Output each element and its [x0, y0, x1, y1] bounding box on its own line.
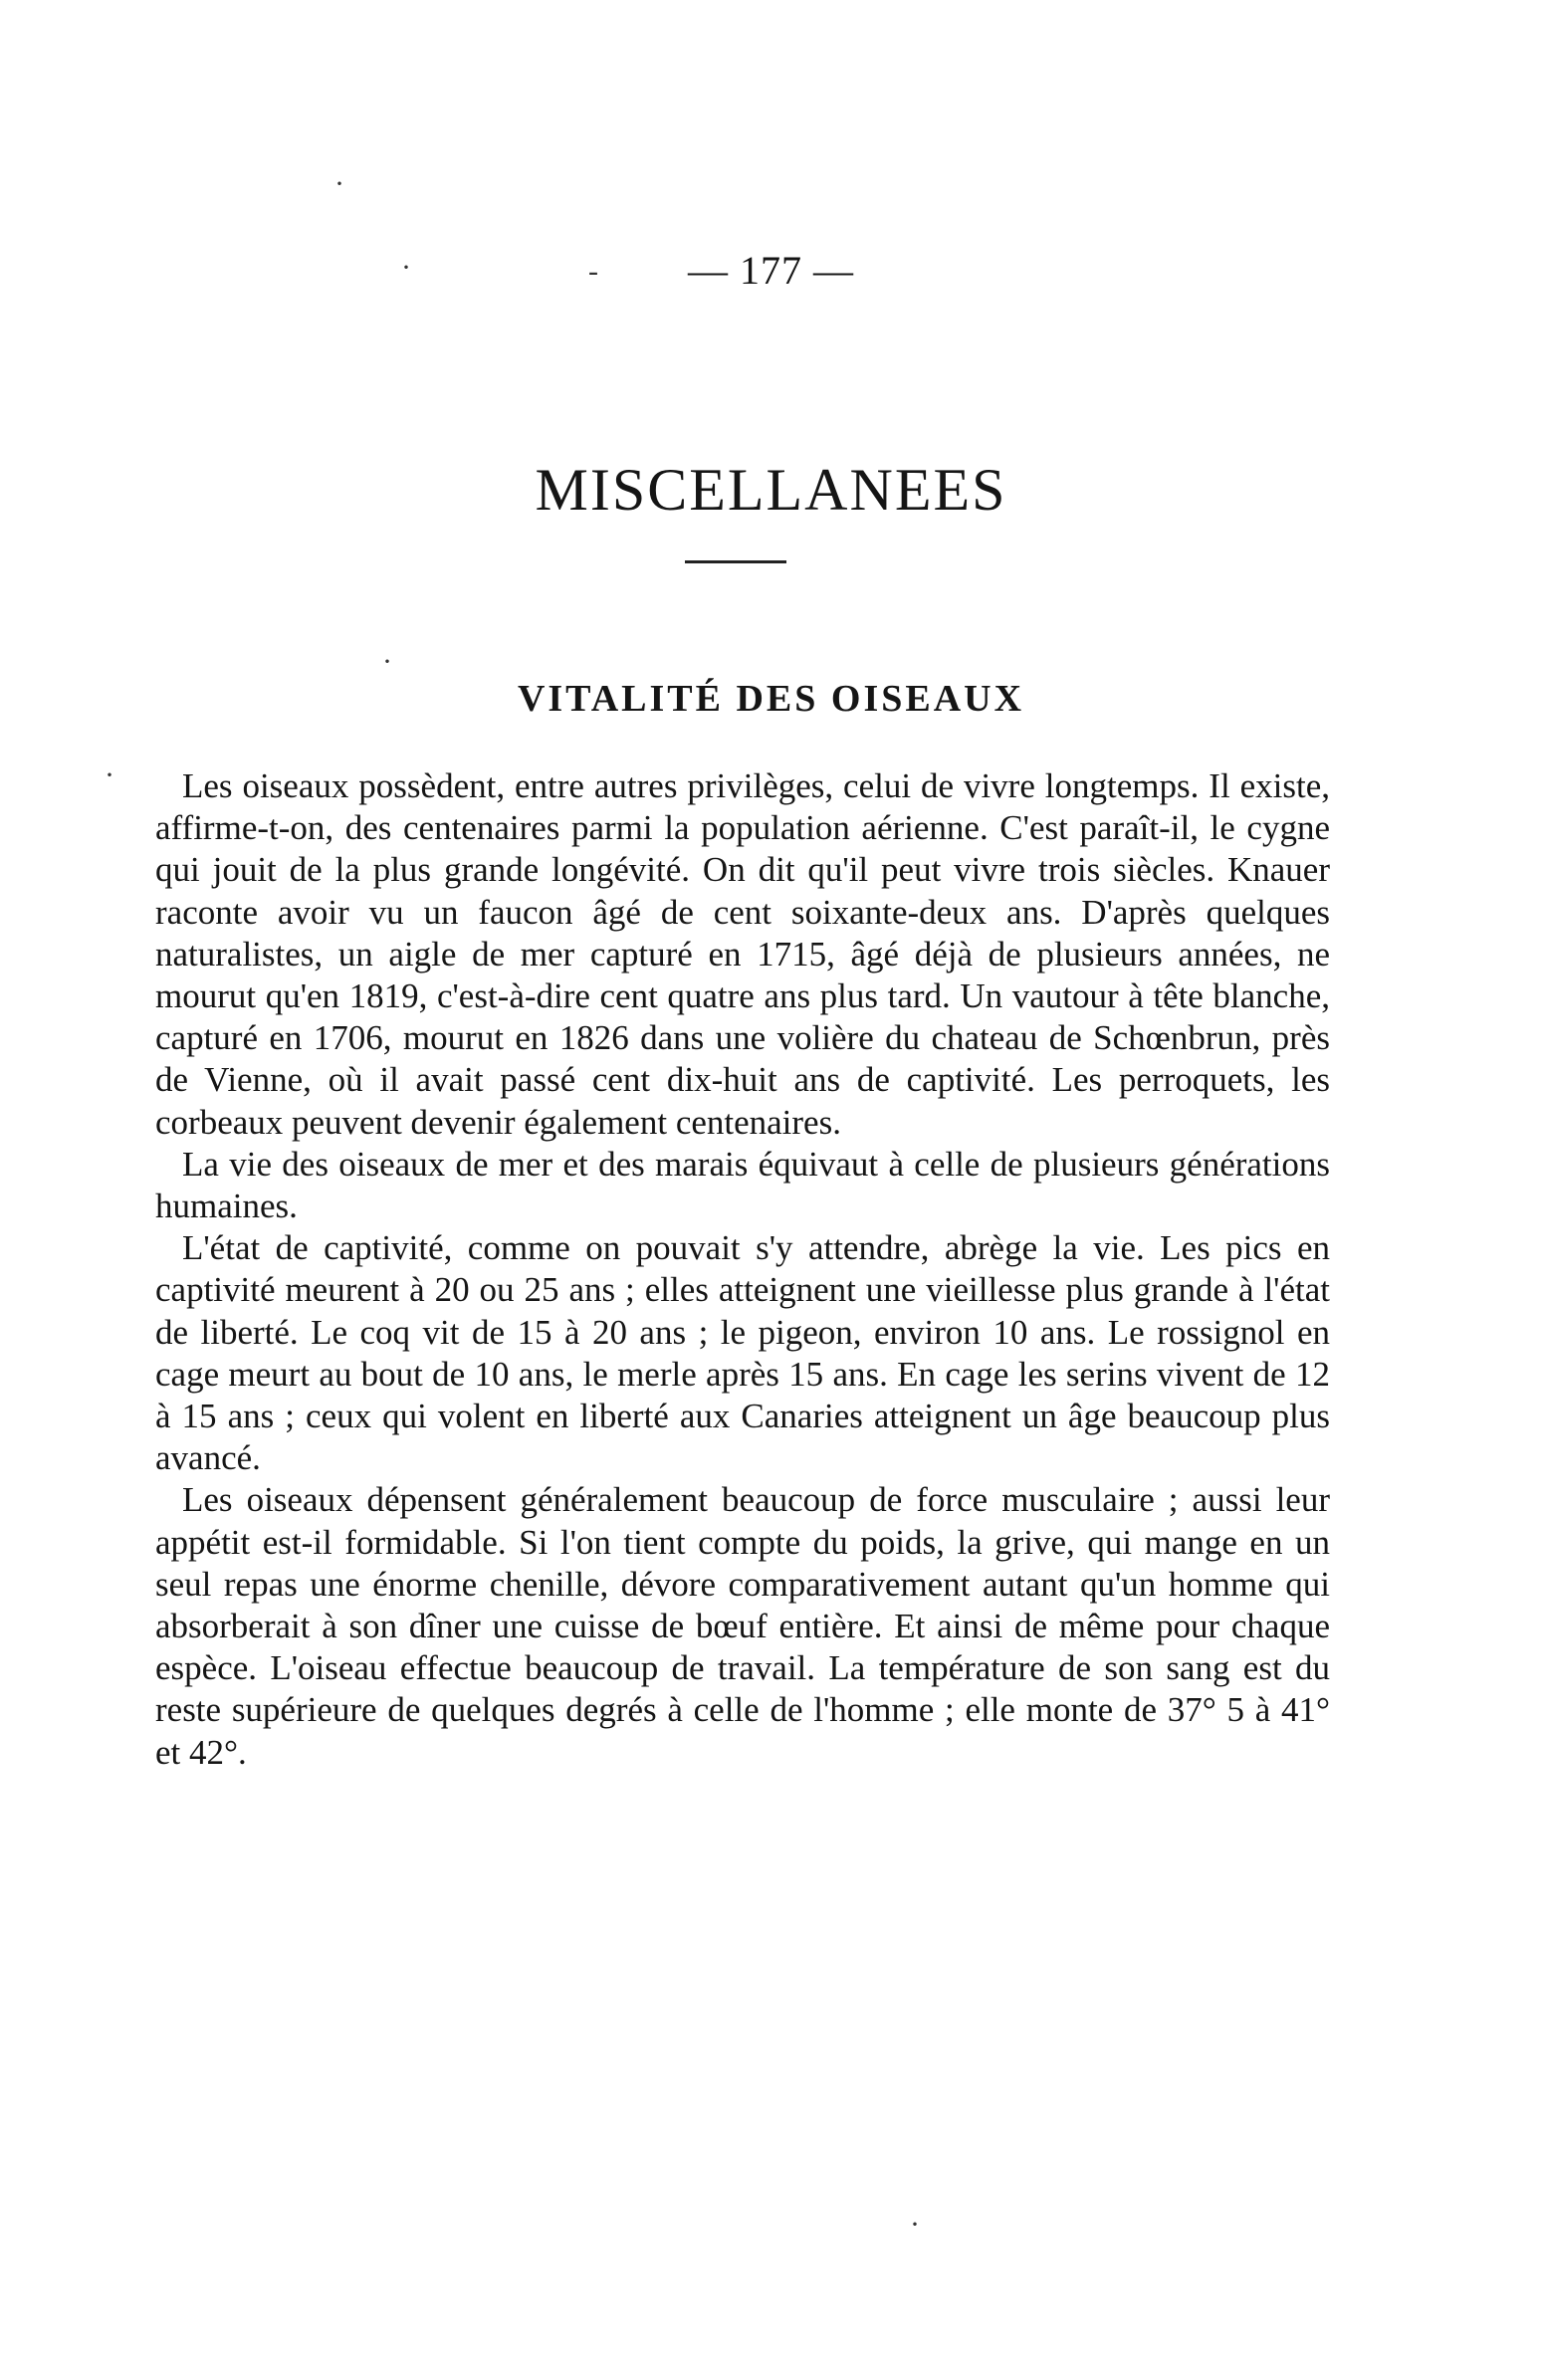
speck-mark: ·: [910, 2208, 920, 2241]
section-title: MISCELLANEES: [535, 457, 1007, 524]
paragraph: Les oiseaux possèdent, entre autres privilèges, celui de vivre longtemps. Il existe, affirme-t-on, des centenaires parmi la population aérienne. C'est paraît-il, le cygne qui jouit de la plus grande longévité. On dit qu'il peut vivre trois siècles. Knauer raconte avoir vu un faucon âgé de cent soixante-deux ans. D'après quelques naturalistes, un aigle de mer capturé en 1715, âgé déjà de plusieurs années, ne mourut qu'en 1819, c'est-à-dire cent quatre ans plus tard. Un vautour à tête blanche, capturé en 1706, mourut en 1826 dans une volière du chateau de Schœnbrun, près de Vienne, où il avait passé cent dix-huit ans de captivité. Les perroquets, les corbeaux peuvent devenir également centenaires.: [155, 766, 1330, 1142]
speck-mark: ·: [334, 167, 344, 200]
paragraph: Les oiseaux dépensent généralement beaucoup de force musculaire ; aussi leur appétit est-il formidable. Si l'on tient compte du poids, la grive, qui mange en un seul repas une énorme chenille, dévore comparativement autant qu'un homme qui absorberait à son dîner une cuisse de bœuf entière. Et ainsi de même pour chaque espèce. L'oiseau effectue beaucoup de travail. La température de son sang est du reste supérieure de quelques degrés à celle de l'homme ; elle monte de 37° 5 à 41° et 42°.: [155, 1480, 1330, 1772]
speck-mark: ·: [105, 758, 114, 791]
speck-mark: -: [588, 255, 598, 288]
page-number: — 177 —: [688, 248, 854, 293]
paragraph: L'état de captivité, comme on pouvait s'y attendre, abrège la vie. Les pics en captivité meurent à 20 ou 25 ans ; elles atteignent une vieillesse plus grande à l'état de liberté. Le coq vit de 15 à 20 ans ; le pigeon, environ 10 ans. Le rossignol en cage meurt au bout de 10 ans, le merle après 15 ans. En cage les serins vivent de 12 à 15 ans ; ceux qui volent en liberté aux Canaries atteignent un âge beaucoup plus avancé.: [155, 1228, 1330, 1478]
title-divider: [685, 560, 786, 563]
article-body: [155, 765, 1330, 1774]
speck-mark: ·: [382, 645, 392, 678]
speck-mark: ·: [401, 251, 411, 284]
paragraph: La vie des oiseaux de mer et des marais équivaut à celle de plusieurs générations humaines.: [155, 1144, 1330, 1226]
article-title: VITALITÉ DES OISEAUX: [517, 677, 1025, 720]
